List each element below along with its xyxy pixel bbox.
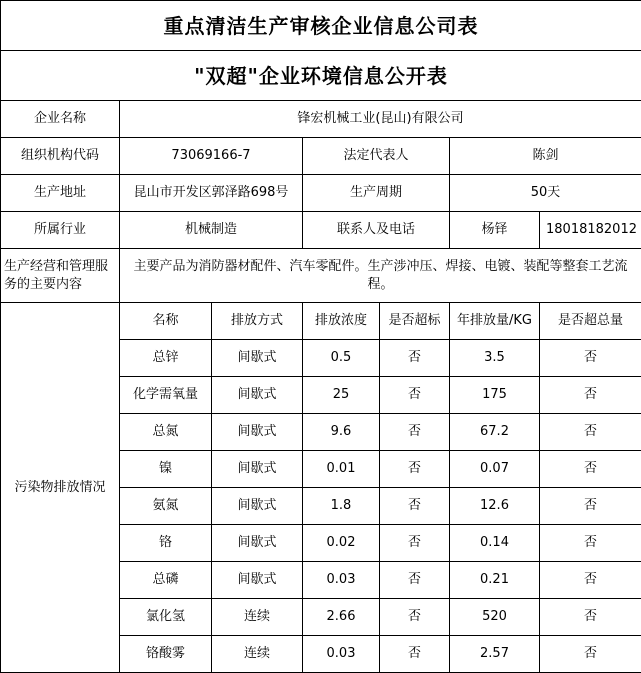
pollutant-name: 氨氮 bbox=[120, 488, 212, 525]
business-label: 生产经营和管理服务的主要内容 bbox=[1, 249, 120, 303]
company-row bbox=[1, 101, 641, 138]
exceed-standard: 否 bbox=[380, 525, 450, 562]
annual-amount: 3.5 bbox=[450, 340, 540, 377]
contact-name: 杨铎 bbox=[450, 212, 540, 249]
exceed-standard: 否 bbox=[380, 414, 450, 451]
discharge-method: 间歇式 bbox=[212, 562, 303, 599]
pollutant-name: 总磷 bbox=[120, 562, 212, 599]
business-value: 主要产品为消防器材配件、汽车零配件。生产涉冲压、焊接、电镀、装配等整套工艺流程。 bbox=[120, 249, 641, 303]
title-row bbox=[1, 1, 641, 51]
exceed-total: 否 bbox=[540, 599, 641, 636]
org-code-row bbox=[1, 138, 641, 175]
header-name: 名称 bbox=[120, 303, 212, 340]
cycle-label: 生产周期 bbox=[303, 175, 450, 212]
exceed-standard: 否 bbox=[380, 451, 450, 488]
industry-label: 所属行业 bbox=[1, 212, 120, 249]
pollutant-name: 总氮 bbox=[120, 414, 212, 451]
exceed-total: 否 bbox=[540, 488, 641, 525]
discharge-method: 间歇式 bbox=[212, 525, 303, 562]
exceed-standard: 否 bbox=[380, 599, 450, 636]
concentration: 0.5 bbox=[303, 340, 380, 377]
industry-value: 机械制造 bbox=[120, 212, 303, 249]
address-value: 昆山市开发区郭泽路698号 bbox=[120, 175, 303, 212]
pollutant-name: 总锌 bbox=[120, 340, 212, 377]
concentration: 25 bbox=[303, 377, 380, 414]
pollutant-name: 化学需氧量 bbox=[120, 377, 212, 414]
annual-amount: 0.14 bbox=[450, 525, 540, 562]
org-code-label: 组织机构代码 bbox=[1, 138, 120, 175]
discharge-method: 连续 bbox=[212, 636, 303, 673]
exceed-standard: 否 bbox=[380, 562, 450, 599]
exceed-standard: 否 bbox=[380, 340, 450, 377]
pollutant-name: 氯化氢 bbox=[120, 599, 212, 636]
annual-amount: 175 bbox=[450, 377, 540, 414]
exceed-total: 否 bbox=[540, 340, 641, 377]
discharge-method: 间歇式 bbox=[212, 414, 303, 451]
exceed-total: 否 bbox=[540, 451, 641, 488]
header-concentration: 排放浓度 bbox=[303, 303, 380, 340]
exceed-standard: 否 bbox=[380, 377, 450, 414]
concentration: 9.6 bbox=[303, 414, 380, 451]
address-row bbox=[1, 175, 641, 212]
annual-amount: 520 bbox=[450, 599, 540, 636]
pollutant-name: 铬酸雾 bbox=[120, 636, 212, 673]
discharge-method: 间歇式 bbox=[212, 451, 303, 488]
concentration: 1.8 bbox=[303, 488, 380, 525]
annual-amount: 2.57 bbox=[450, 636, 540, 673]
pollution-label: 污染物排放情况 bbox=[1, 303, 120, 673]
subtitle-row bbox=[1, 51, 641, 101]
exceed-standard: 否 bbox=[380, 636, 450, 673]
concentration: 0.02 bbox=[303, 525, 380, 562]
header-exceed-total: 是否超总量 bbox=[540, 303, 641, 340]
concentration: 0.01 bbox=[303, 451, 380, 488]
exceed-total: 否 bbox=[540, 377, 641, 414]
header-exceed: 是否超标 bbox=[380, 303, 450, 340]
exceed-total: 否 bbox=[540, 636, 641, 673]
exceed-total: 否 bbox=[540, 414, 641, 451]
annual-amount: 0.07 bbox=[450, 451, 540, 488]
header-method: 排放方式 bbox=[212, 303, 303, 340]
company-value: 锋宏机械工业(昆山)有限公司 bbox=[120, 101, 641, 138]
industry-row bbox=[1, 212, 641, 249]
exceed-total: 否 bbox=[540, 525, 641, 562]
page-title: 重点清洁生产审核企业信息公司表 bbox=[1, 1, 641, 51]
business-row bbox=[1, 249, 641, 303]
exceed-standard: 否 bbox=[380, 488, 450, 525]
company-label: 企业名称 bbox=[1, 101, 120, 138]
annual-amount: 12.6 bbox=[450, 488, 540, 525]
org-code-value: 73069166-7 bbox=[120, 138, 303, 175]
header-annual: 年排放量/KG bbox=[450, 303, 540, 340]
contact-label: 联系人及电话 bbox=[303, 212, 450, 249]
concentration: 0.03 bbox=[303, 636, 380, 673]
cycle-value: 50天 bbox=[450, 175, 641, 212]
concentration: 2.66 bbox=[303, 599, 380, 636]
pollutant-name: 铬 bbox=[120, 525, 212, 562]
discharge-method: 间歇式 bbox=[212, 377, 303, 414]
discharge-method: 连续 bbox=[212, 599, 303, 636]
address-label: 生产地址 bbox=[1, 175, 120, 212]
contact-phone: 18018182012 bbox=[540, 212, 641, 249]
annual-amount: 0.21 bbox=[450, 562, 540, 599]
page-subtitle: "双超"企业环境信息公开表 bbox=[1, 51, 641, 101]
discharge-method: 间歇式 bbox=[212, 488, 303, 525]
pollution-header-row bbox=[1, 303, 641, 340]
concentration: 0.03 bbox=[303, 562, 380, 599]
legal-rep-value: 陈剑 bbox=[450, 138, 641, 175]
pollutant-name: 镍 bbox=[120, 451, 212, 488]
discharge-method: 间歇式 bbox=[212, 340, 303, 377]
exceed-total: 否 bbox=[540, 562, 641, 599]
legal-rep-label: 法定代表人 bbox=[303, 138, 450, 175]
annual-amount: 67.2 bbox=[450, 414, 540, 451]
